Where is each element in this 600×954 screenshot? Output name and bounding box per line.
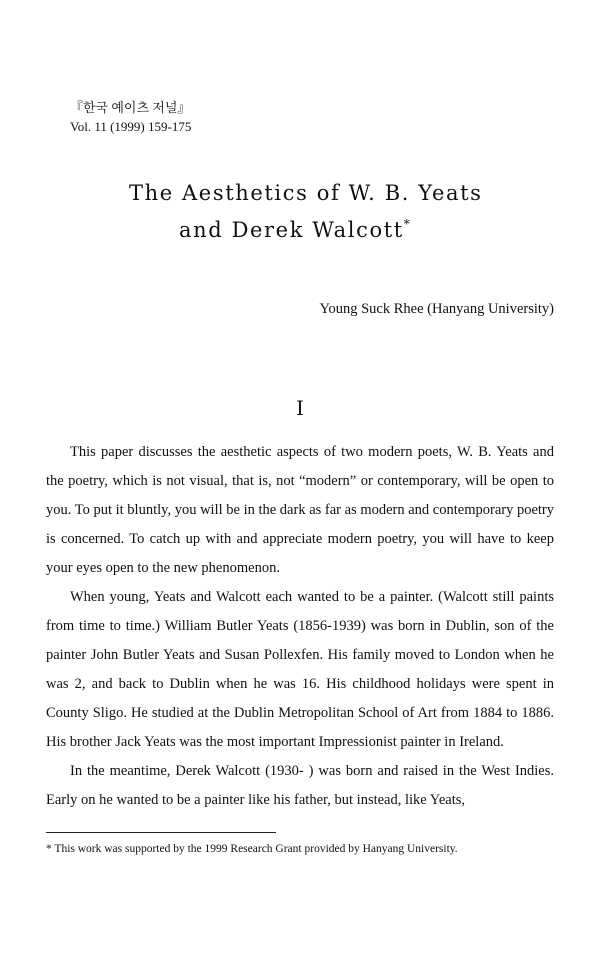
footnote: * This work was supported by the 1999 Research Grant provided by Hanyang University. bbox=[46, 843, 458, 855]
paragraph: This paper discusses the aesthetic aspects of two modern poets, W. B. Yeats and the poetry, which is not visual, that is, not “modern” or contemporary, will be open to you. To put it bluntly, you will be in the dark as far as modern and contemporary poetry is concerned. To catch up with and appreciate modern poetry, you will have to keep your eyes open to the new phenomenon. bbox=[46, 444, 554, 576]
footnote-divider bbox=[46, 832, 276, 833]
author-affiliation: Young Suck Rhee (Hanyang University) bbox=[319, 301, 554, 317]
journal-volume: Vol. 11 (1999) 159-175 bbox=[70, 119, 192, 134]
body-text bbox=[46, 438, 554, 815]
paragraph: When young, Yeats and Walcott each wanted to be a painter. (Walcott still paints from time to time.) William Butler Yeats (1856-1939) was born in Dublin, son of the painter John Butler Yeats and Susan Pollexfen. His family moved to London when he was 2, and back to Dublin when he was 16. His childhood holidays were spent in County Sligo. He studied at the Dublin Metropolitan School of Art from 1884 to 1886. His brother Jack Yeats was the most important Impressionist painter in Ireland. bbox=[46, 589, 554, 750]
journal-name: 『한국 예이츠 저널』 bbox=[70, 100, 191, 115]
title-line-2-text: and Derek Walcott bbox=[179, 218, 404, 242]
journal-header bbox=[70, 98, 191, 136]
title-line-2 bbox=[179, 209, 410, 246]
paragraph: In the meantime, Derek Walcott (1930- ) was born and raised in the West Indies. Early on he wanted to be a painter like his father, but instead, like Yeats, bbox=[46, 763, 554, 808]
title-line-1: The Aesthetics of W. B. Yeats bbox=[129, 181, 483, 205]
title-footnote-marker: * bbox=[403, 217, 410, 231]
section-heading: Ⅰ bbox=[296, 398, 304, 420]
